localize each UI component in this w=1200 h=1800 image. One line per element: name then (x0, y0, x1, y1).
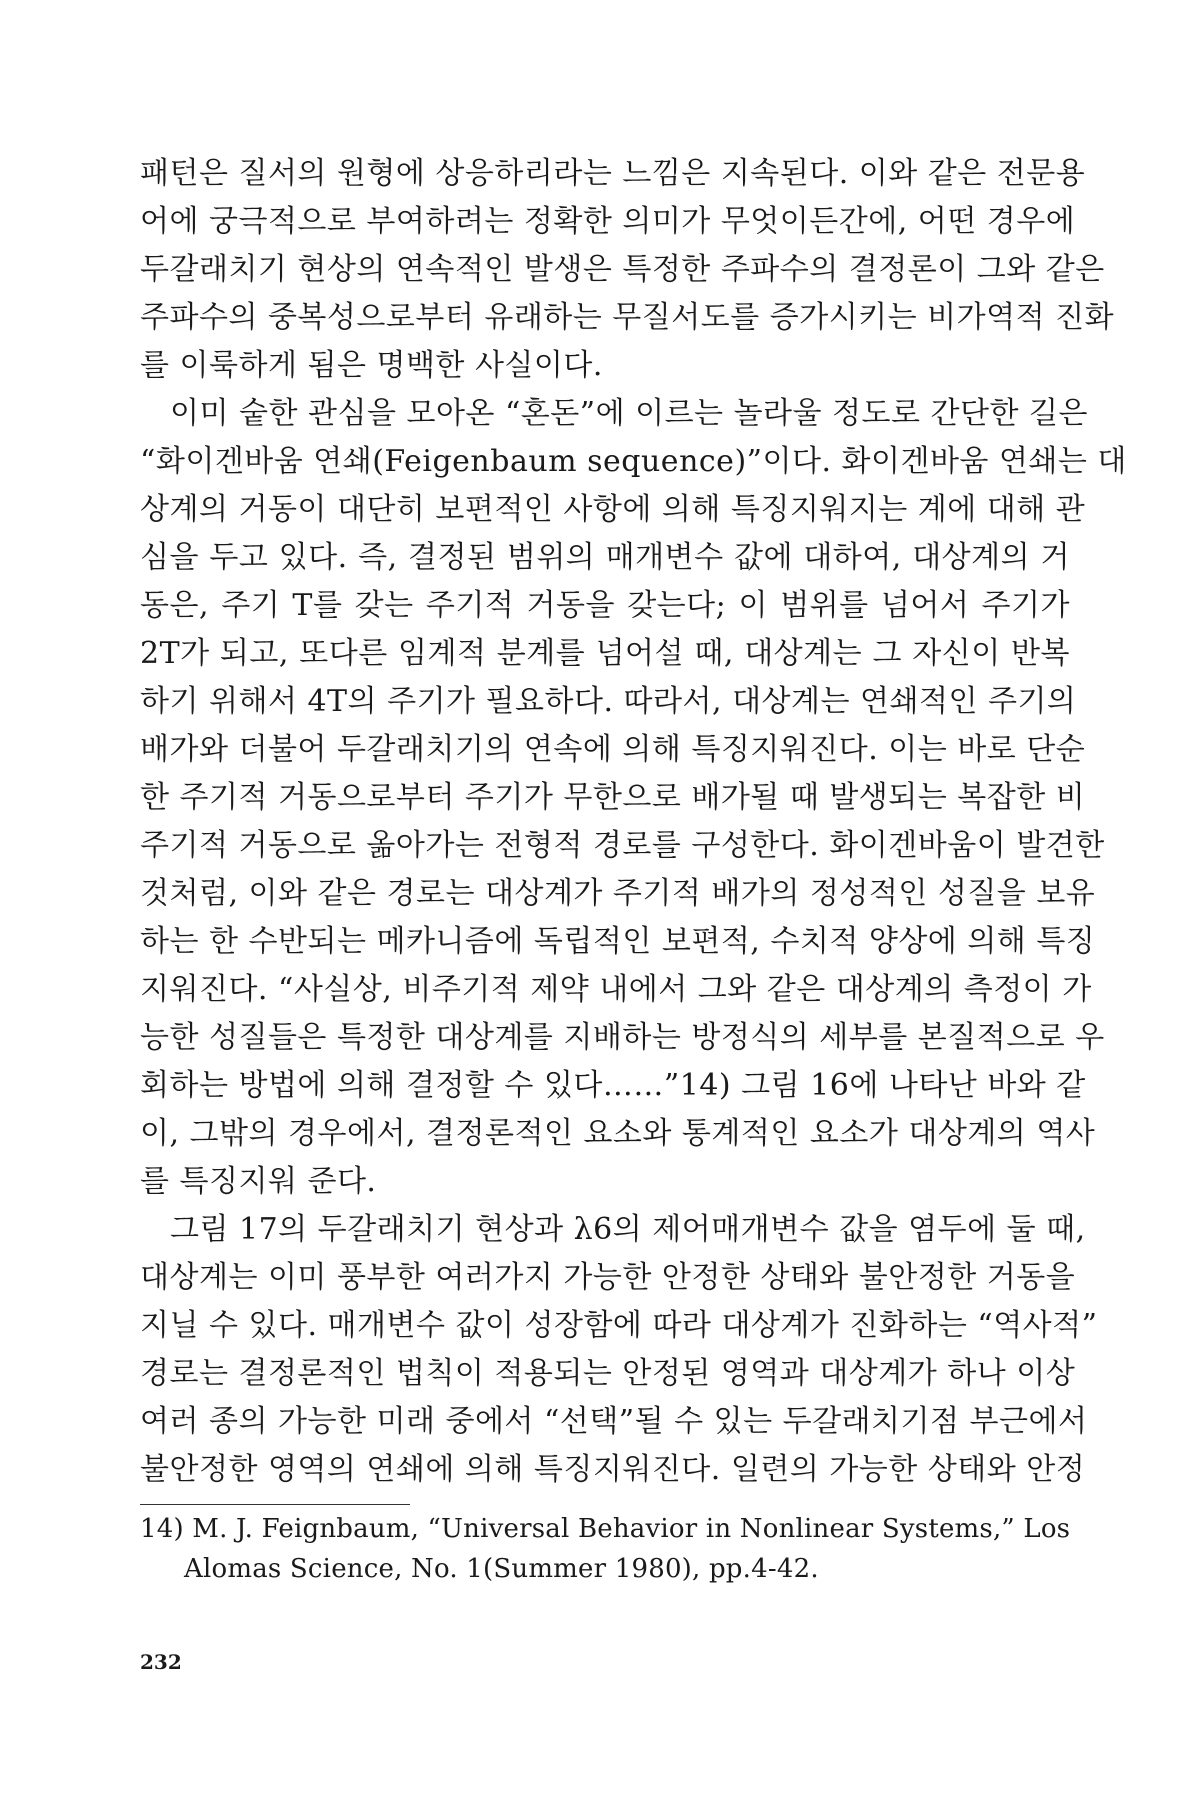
footnote-line: Alomas Science, No. 1(Summer 1980), pp.4-42. (184, 1554, 819, 1584)
text-line: 2T가 되고, 또다른 임계적 분계를 넘어설 때, 대상계는 그 자신이 반복 (140, 636, 1070, 671)
text-line: 어에 궁극적으로 부여하려는 정확한 의미가 무엇이든간에, 어떤 경우에 (140, 204, 1076, 239)
paragraph-start-line: 그림 17의 두갈래치기 현상과 λ6의 제어매개변수 값을 염두에 둘 때, (170, 1212, 1086, 1247)
text-line: 를 특징지워 준다. (140, 1164, 377, 1199)
text-line: 주기적 거동으로 옮아가는 전형적 경로를 구성한다. 화이겐바움이 발견한 (140, 828, 1105, 863)
text-line: “화이겐바움 연쇄(Feigenbaum sequence)”이다. 화이겐바움 연쇄는 대 (140, 444, 1127, 479)
page-number: 232 (140, 1650, 182, 1674)
text-line: 동은, 주기 T를 갖는 주기적 거동을 갖는다; 이 범위를 넘어서 주기가 (140, 588, 1070, 623)
text-line: 불안정한 영역의 연쇄에 의해 특징지워진다. 일련의 가능한 상태와 안정 (140, 1452, 1086, 1487)
text-line: 경로는 결정론적인 법칙이 적용되는 안정된 영역과 대상계가 하나 이상 (140, 1356, 1076, 1391)
text-line: 배가와 더불어 두갈래치기의 연속에 의해 특징지워진다. 이는 바로 단순 (140, 732, 1086, 767)
text-line: 두갈래치기 현상의 연속적인 발생은 특정한 주파수의 결정론이 그와 같은 (140, 252, 1105, 287)
text-line: 대상계는 이미 풍부한 여러가지 가능한 안정한 상태와 불안정한 거동을 (140, 1260, 1076, 1295)
text-line: 하는 한 수반되는 메카니즘에 독립적인 보편적, 수치적 양상에 의해 특징 (140, 924, 1096, 959)
page-body (140, 150, 1127, 1589)
footnote-divider (140, 1504, 410, 1505)
text-line: 이, 그밖의 경우에서, 결정론적인 요소와 통계적인 요소가 대상계의 역사 (140, 1116, 1096, 1151)
text-line: 능한 성질들은 특정한 대상계를 지배하는 방정식의 세부를 본질적으로 우 (140, 1020, 1105, 1055)
text-line: 여러 종의 가능한 미래 중에서 “선택”될 수 있는 두갈래치기점 부근에서 (140, 1404, 1088, 1439)
text-line: 지닐 수 있다. 매개변수 값이 성장함에 따라 대상계가 진화하는 “역사적” (140, 1308, 1098, 1343)
text-line: 하기 위해서 4T의 주기가 필요하다. 따라서, 대상계는 연쇄적인 주기의 (140, 684, 1077, 719)
text-line: 회하는 방법에 의해 결정할 수 있다……”14) 그림 16에 나타난 바와 같 (140, 1068, 1086, 1103)
footnote-line: 14) M. J. Feignbaum, “Universal Behavior in Nonlinear Systems,” Los (140, 1514, 1071, 1544)
text-line: 것처럼, 이와 같은 경로는 대상계가 주기적 배가의 정성적인 성질을 보유 (140, 876, 1096, 911)
text-line: 패턴은 질서의 원형에 상응하리라는 느낌은 지속된다. 이와 같은 전문용 (140, 156, 1086, 191)
text-line: 상계의 거동이 대단히 보편적인 사항에 의해 특징지워지는 계에 대해 관 (140, 492, 1086, 527)
text-line: 주파수의 중복성으로부터 유래하는 무질서도를 증가시키는 비가역적 진화 (140, 300, 1115, 335)
paragraph-start-line: 이미 숱한 관심을 모아온 “혼돈”에 이르는 놀라울 정도로 간단한 길은 (170, 396, 1088, 431)
text-line: 심을 두고 있다. 즉, 결정된 범위의 매개변수 값에 대하여, 대상계의 거 (140, 540, 1070, 575)
text-line: 한 주기적 거동으로부터 주기가 무한으로 배가될 때 발생되는 복잡한 비 (140, 780, 1086, 815)
text-line: 지워진다. “사실상, 비주기적 제약 내에서 그와 같은 대상계의 측정이 가 (140, 972, 1092, 1007)
text-line: 를 이룩하게 됨은 명백한 사실이다. (140, 348, 603, 383)
